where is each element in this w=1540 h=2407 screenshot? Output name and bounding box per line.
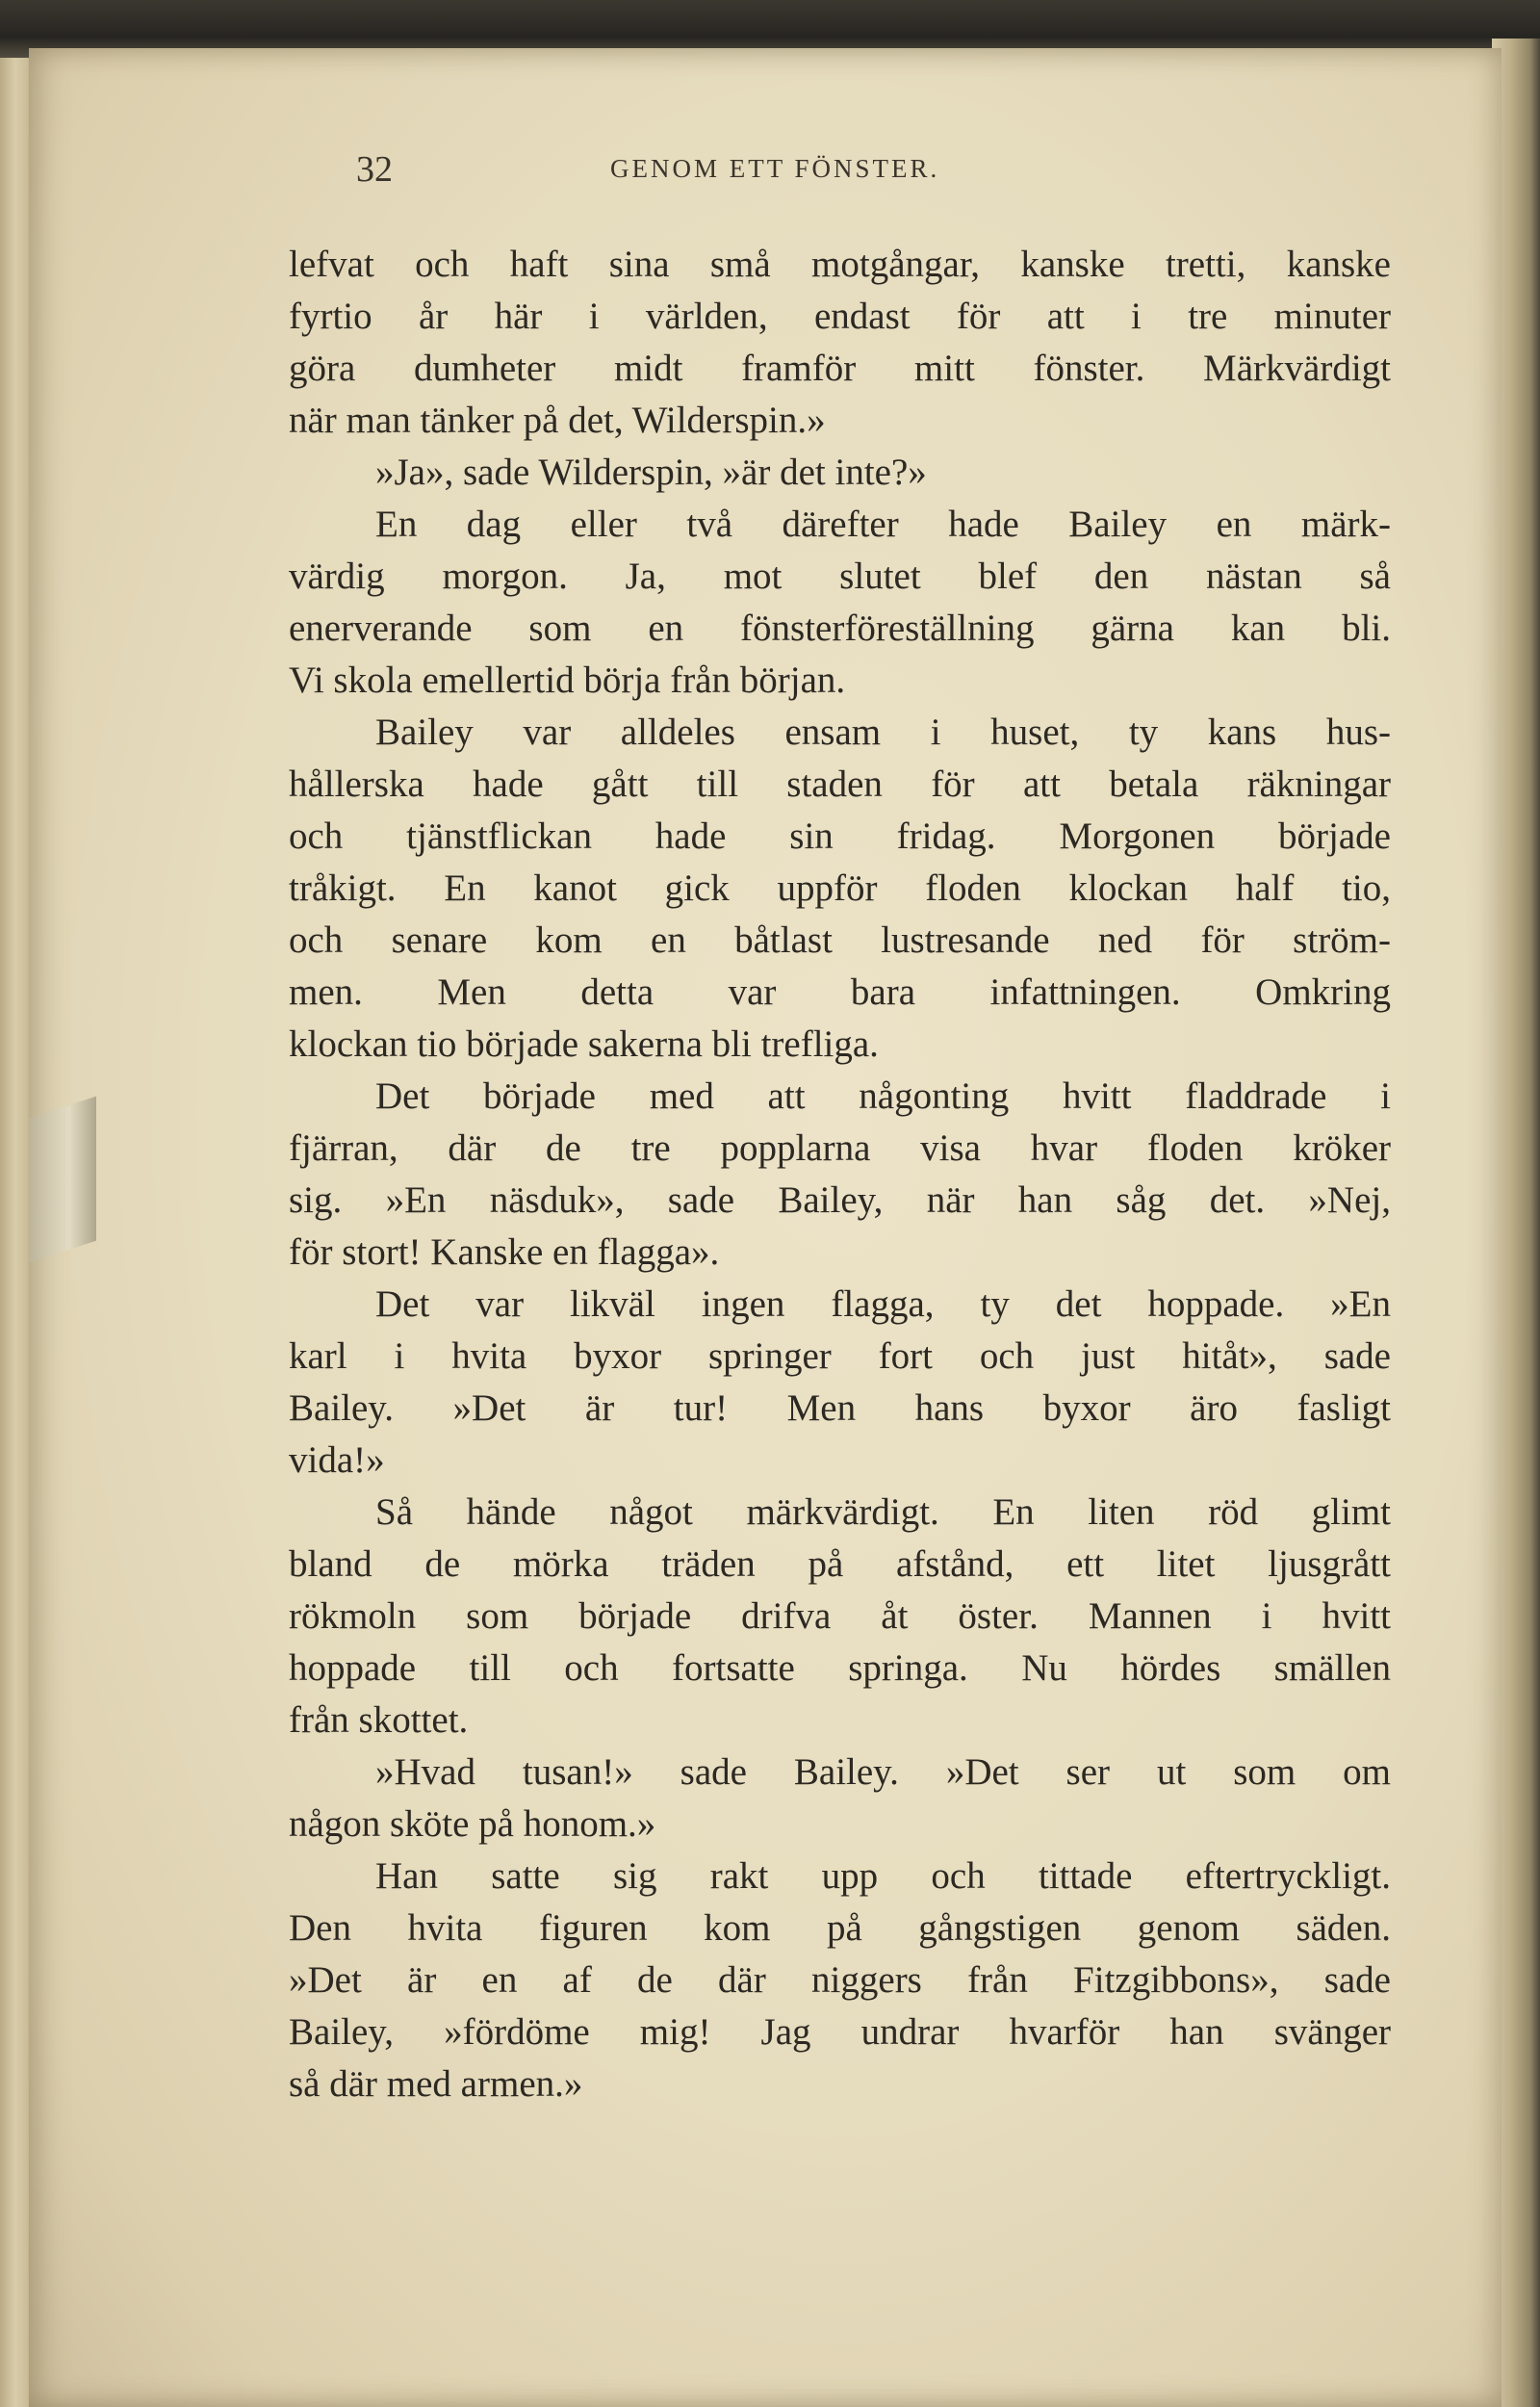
- bookmark-tab: [29, 1097, 96, 1263]
- text-line: och tjänstflickan hade sin fridag. Morgonen började: [289, 815, 1391, 857]
- text-line: Bailey, »fördöme mig! Jag undrar hvarför han svänger: [289, 2011, 1391, 2053]
- text-line: men. Men detta var bara infattningen. Omkring: [289, 971, 1391, 1013]
- text-line: Den hvita figuren kom på gångstigen genom säden.: [289, 1907, 1391, 1949]
- page-number: 32: [356, 149, 393, 190]
- text-line: Han satte sig rakt upp och tittade eftertryckligt.: [375, 1855, 1391, 1897]
- text-line: när man tänker på det, Wilderspin.»: [289, 400, 826, 441]
- text-line: sig. »En näsduk», sade Bailey, när han såg det. »Nej,: [289, 1179, 1391, 1221]
- text-line: från skottet.: [289, 1699, 469, 1741]
- text-line: och senare kom en båtlast lustresande ned för ström-: [289, 919, 1391, 961]
- text-line: karl i hvita byxor springer fort och just hitåt», sade: [289, 1335, 1391, 1377]
- text-line: så där med armen.»: [289, 2063, 583, 2105]
- text-line: någon sköte på honom.»: [289, 1803, 656, 1845]
- text-line: Bailey var alldeles ensam i huset, ty kans hus-: [375, 712, 1391, 753]
- page-header: [356, 144, 1415, 193]
- running-head: GENOM ETT FÖNSTER.: [610, 154, 940, 183]
- text-line: tråkigt. En kanot gick uppför floden klockan half tio,: [289, 867, 1391, 909]
- text-line: värdig morgon. Ja, mot slutet blef den nästan så: [289, 556, 1391, 597]
- text-line: »Hvad tusan!» sade Bailey. »Det ser ut som om: [375, 1751, 1391, 1793]
- text-line: klockan tio började sakerna bli trefliga.: [289, 1023, 879, 1065]
- text-line: bland de mörka träden på afstånd, ett litet ljusgrått: [289, 1543, 1391, 1585]
- text-line: Det var likväl ingen flagga, ty det hoppade. »En: [375, 1283, 1391, 1325]
- text-line: Det började med att någonting hvitt fladdrade i: [375, 1075, 1391, 1117]
- text-line: »Ja», sade Wilderspin, »är det inte?»: [375, 452, 927, 493]
- text-line: En dag eller två därefter hade Bailey en märk-: [375, 504, 1391, 545]
- text-line: göra dumheter midt framför mitt fönster. Märkvärdigt: [289, 348, 1391, 389]
- text-line: enerverande som en fönsterföreställning gärna kan bli.: [289, 608, 1391, 649]
- text-line: lefvat och haft sina små motgångar, kanske tretti, kanske: [289, 244, 1391, 285]
- text-line: rökmoln som började drifva åt öster. Mannen i hvitt: [289, 1595, 1391, 1637]
- text-line: hållerska hade gått till staden för att betala räkningar: [289, 764, 1391, 805]
- text-line: fyrtio år här i världen, endast för att i tre minuter: [289, 296, 1391, 337]
- text-line: hoppade till och fortsatte springa. Nu hördes smällen: [289, 1647, 1391, 1689]
- text-line: »Det är en af de där niggers från Fitzgibbons», sade: [289, 1959, 1391, 2001]
- text-line: Så hände något märkvärdigt. En liten röd glimt: [375, 1491, 1391, 1533]
- text-line: fjärran, där de tre popplarna visa hvar floden kröker: [289, 1127, 1391, 1169]
- text-line: Vi skola emellertid börja från början.: [289, 660, 846, 701]
- text-line: för stort! Kanske en flagga».: [289, 1231, 720, 1273]
- text-line: vida!»: [289, 1439, 385, 1481]
- body-text: [289, 239, 1391, 2110]
- text-line: Bailey. »Det är tur! Men hans byxor äro fasligt: [289, 1387, 1391, 1429]
